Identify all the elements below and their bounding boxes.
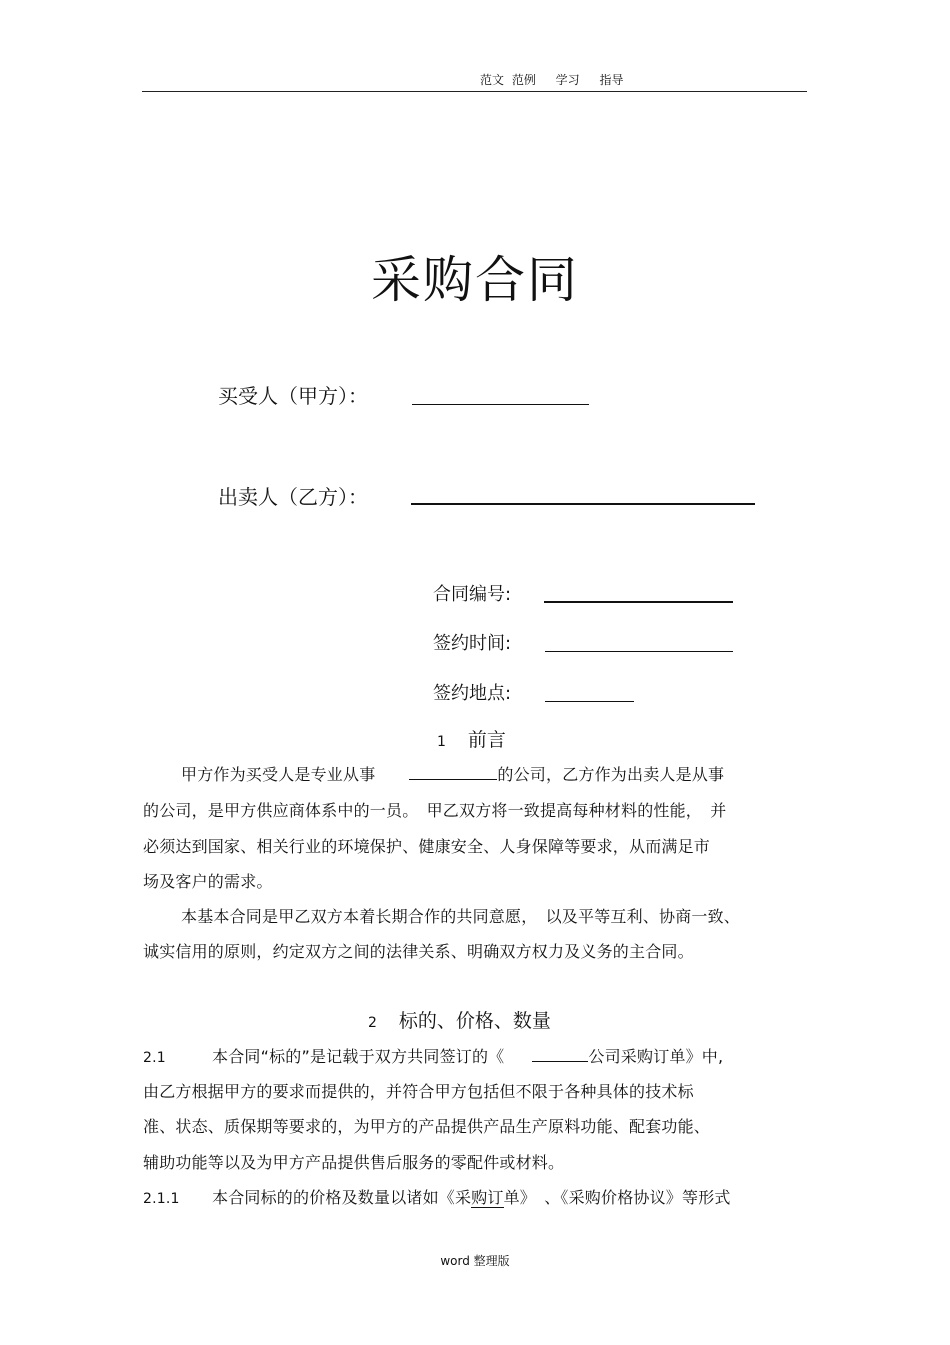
paragraph-line: 必须达到国家、相关行业的环境保护、健康安全、人身保障等要求，从而满足市: [143, 837, 711, 856]
text-span: 本合同标的的价格及数量以诸如《采: [212, 1188, 472, 1207]
section-1-heading: [437, 725, 506, 752]
text-span: 本合同“标的”是记载于双方共同签订的《: [212, 1047, 505, 1066]
clause-2-1-1-line: [143, 1185, 731, 1208]
buyer-label: 买受人（甲方）：: [218, 384, 368, 408]
section-1-title: 前言: [467, 729, 506, 751]
seller-label: 出卖人（乙方）：: [218, 485, 368, 509]
section-2-number: 2: [368, 1015, 377, 1031]
sign-place-label: 签约地点:: [433, 683, 512, 704]
page-header: 范文 范例 学习 指导: [480, 73, 624, 87]
paragraph-line: 场及客户的需求。: [143, 872, 273, 891]
clause-number: 2.1: [143, 1050, 166, 1066]
underlined-text: 购订: [471, 1188, 504, 1207]
sign-place-blank: [545, 701, 634, 702]
text-span: 公司采购订单》中,: [588, 1047, 724, 1066]
text-span: 甲方作为买受人是专业从事: [181, 765, 376, 784]
company-blank: [532, 1045, 588, 1062]
paragraph-line: 辅助功能等以及为甲方产品提供售后服务的零配件或材料。: [143, 1153, 565, 1172]
page-footer: word 整理版: [440, 1254, 510, 1268]
paragraph-line: 准、状态、质保期等要求的，为甲方的产品提供产品生产原料功能、配套功能、: [143, 1117, 711, 1136]
section-2-heading: [368, 1006, 551, 1033]
paragraph-line: 的公司，是甲方供应商体系中的一员。 甲乙双方将一致提高每种材料的性能， 并: [143, 801, 727, 820]
header-divider: [142, 91, 807, 92]
paragraph-line: 由乙方根据甲方的要求而提供的，并符合甲方包括但不限于各种具体的技术标: [143, 1082, 694, 1101]
seller-blank: [411, 503, 755, 505]
clause-number: 2.1.1: [143, 1191, 180, 1207]
paragraph-line: [181, 762, 724, 785]
text-span: 的公司，乙方作为出卖人是从事: [497, 765, 725, 784]
clause-2-1-line: [143, 1044, 723, 1067]
contract-no-blank: [544, 601, 733, 603]
contract-no-label: 合同编号:: [433, 584, 512, 605]
section-1-number: 1: [437, 734, 446, 750]
paragraph-line: 本基本合同是甲乙双方本着长期合作的共同意愿， 以及平等互利、协商一致、: [181, 907, 741, 926]
document-title: 采购合同: [371, 251, 579, 309]
sign-time-label: 签约时间:: [433, 633, 512, 654]
paragraph-line: 诚实信用的原则，约定双方之间的法律关系、明确双方权力及义务的主合同。: [143, 942, 694, 961]
sign-time-blank: [545, 651, 733, 652]
text-span: 单》 、《采购价格协议》等形式: [503, 1188, 731, 1207]
industry-blank: [409, 763, 497, 780]
buyer-blank: [412, 404, 589, 405]
section-2-title: 标的、价格、数量: [398, 1010, 551, 1032]
